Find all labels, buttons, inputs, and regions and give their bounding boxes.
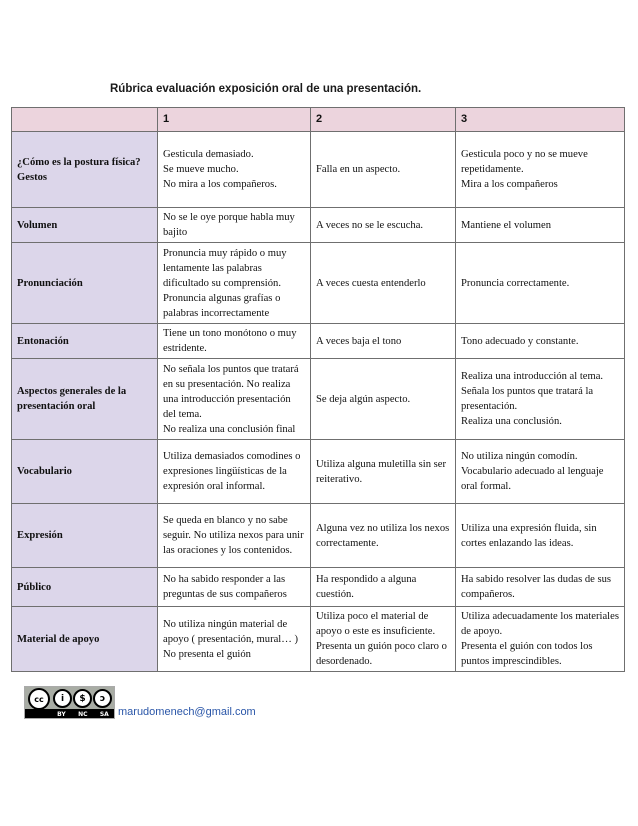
rubric-row (12, 440, 625, 504)
level-2-cell: Utiliza poco el material de apoyo o este es insuficiente. Presenta un guión poco claro o desordenado. (311, 607, 456, 672)
criterion-cell: Público (12, 568, 158, 607)
rubric-row (12, 359, 625, 440)
level-1-cell: Tiene un tono monótono o muy estridente. (158, 324, 311, 359)
level-3-cell: Pronuncia correctamente. (456, 243, 625, 324)
level-3-cell: No utiliza ningún comodín. Vocabulario adecuado al lenguaje oral formal. (456, 440, 625, 504)
rubric-row (12, 607, 625, 672)
criterion-cell: ¿Cómo es la postura física? Gestos (12, 132, 158, 208)
level-2-cell: Utiliza alguna muletilla sin ser reiterativo. (311, 440, 456, 504)
level-3-cell: Mantiene el volumen (456, 208, 625, 243)
rubric-row (12, 243, 625, 324)
header-level-1: 1 (158, 108, 311, 132)
rubric-row (12, 568, 625, 607)
level-1-cell: Gesticula demasiado. Se mueve mucho. No mira a los compañeros. (158, 132, 311, 208)
level-2-cell: Ha respondido a alguna cuestión. (311, 568, 456, 607)
level-2-cell: Se deja algún aspecto. (311, 359, 456, 440)
level-2-cell: A veces baja el tono (311, 324, 456, 359)
criterion-cell: Aspectos generales de la presentación oral (12, 359, 158, 440)
header-corner (12, 108, 158, 132)
noncommercial-icon: $ (73, 689, 92, 708)
level-2-cell: Falla en un aspecto. (311, 132, 456, 208)
header-row (12, 108, 625, 132)
license-label-sa: SA (99, 710, 109, 718)
rubric-row (12, 504, 625, 568)
cc-logo-icon: cc (28, 688, 50, 710)
license-labels (51, 709, 115, 719)
level-1-cell: No utiliza ningún material de apoyo ( presentación, mural… ) No presenta el guión (158, 607, 311, 672)
rubric-row (12, 324, 625, 359)
rubric-table (11, 107, 625, 672)
level-1-cell: No se le oye porque habla muy bajito (158, 208, 311, 243)
rubric-row (12, 208, 625, 243)
level-3-cell: Ha sabido resolver las dudas de sus compañeros. (456, 568, 625, 607)
criterion-cell: Entonación (12, 324, 158, 359)
criterion-cell: Expresión (12, 504, 158, 568)
header-level-2: 2 (311, 108, 456, 132)
criterion-cell: Material de apoyo (12, 607, 158, 672)
criterion-cell: Pronunciación (12, 243, 158, 324)
attribution-icon: i (53, 689, 72, 708)
license-label-nc: NC (78, 710, 88, 718)
level-1-cell: Utiliza demasiados comodines o expresiones lingüísticas de la expresión oral informal. (158, 440, 311, 504)
level-3-cell: Gesticula poco y no se mueve repetidamente. Mira a los compañeros (456, 132, 625, 208)
level-1-cell: No señala los puntos que tratará en su presentación. No realiza una introducción presentación del tema. No realiza una conclusión final (158, 359, 311, 440)
level-2-cell: Alguna vez no utiliza los nexos correctamente. (311, 504, 456, 568)
level-2-cell: A veces no se le escucha. (311, 208, 456, 243)
creative-commons-by-nc-sa-icon (24, 686, 115, 719)
rubric-body (12, 108, 625, 672)
level-1-cell: Pronuncia muy rápido o muy lentamente las palabras dificultado su comprensión. Pronuncia algunas grafías o palabras incorrectamente (158, 243, 311, 324)
license-label-by: BY (57, 710, 66, 718)
criterion-cell: Volumen (12, 208, 158, 243)
author-email-link[interactable]: marudomenech@gmail.com (118, 706, 256, 718)
level-2-cell: A veces cuesta entenderlo (311, 243, 456, 324)
level-3-cell: Tono adecuado y constante. (456, 324, 625, 359)
criterion-cell: Vocabulario (12, 440, 158, 504)
level-3-cell: Utiliza adecuadamente los materiales de apoyo. Presenta el guión con todos los puntos imprescindibles. (456, 607, 625, 672)
document-title: Rúbrica evaluación exposición oral de una presentación. (110, 83, 422, 95)
level-1-cell: Se queda en blanco y no sabe seguir. No utiliza nexos para unir las oraciones y los contenidos. (158, 504, 311, 568)
level-3-cell: Realiza una introducción al tema. Señala los puntos que tratará la presentación. Realiza una conclusión. (456, 359, 625, 440)
level-3-cell: Utiliza una expresión fluida, sin cortes enlazando las ideas. (456, 504, 625, 568)
sharealike-icon: ↄ (93, 689, 112, 708)
level-1-cell: No ha sabido responder a las preguntas de sus compañeros (158, 568, 311, 607)
header-level-3: 3 (456, 108, 625, 132)
rubric-row (12, 132, 625, 208)
